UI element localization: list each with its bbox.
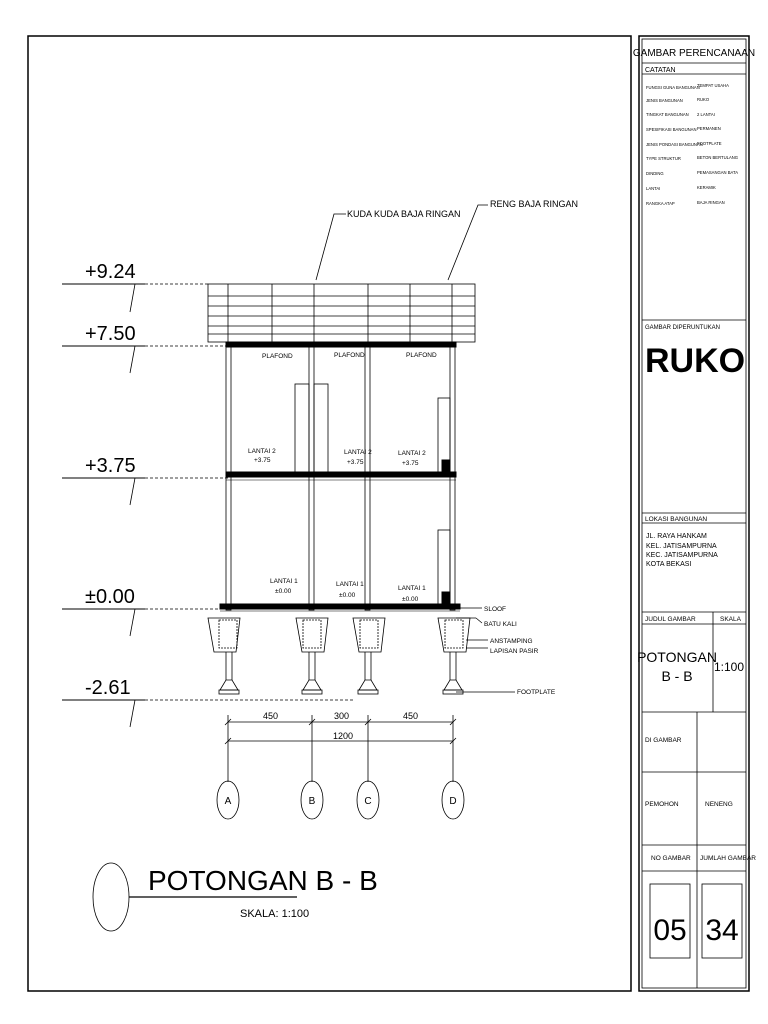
drawing-scale: SKALA: 1:100 — [240, 908, 310, 920]
drawing-frame — [28, 36, 631, 991]
level-label: -2.61 — [85, 677, 131, 699]
note-value: BETON BERTULANG — [697, 155, 739, 160]
drawing-title: POTONGAN B - B — [148, 865, 378, 896]
lokasi-line: KEL. JATISAMPURNA — [646, 543, 717, 550]
floor1-label: LANTAI 1 — [336, 581, 364, 588]
no-gambar-value: 05 — [653, 914, 687, 947]
batu-kali-label: BATU KALI — [484, 621, 517, 628]
lokasi-label: LOKASI BANGUNAN — [645, 516, 708, 523]
judul-value-line1: POTONGAN — [637, 649, 717, 665]
grid-label-c: C — [364, 796, 372, 807]
pemohon-value: NENENG — [705, 801, 733, 808]
floor1-label: LANTAI 1 — [398, 585, 426, 592]
note-value: BAJA RINGAN — [697, 200, 725, 205]
dimension-lines — [225, 715, 456, 782]
note-value: RUKO — [697, 97, 710, 102]
grid-label-d: D — [449, 796, 457, 807]
anstamping-label: ANSTAMPING — [490, 638, 533, 645]
judul-value-line2: B - B — [661, 668, 693, 684]
dimension-total: 1200 — [333, 731, 354, 741]
diperuntukan-value: RUKO — [645, 342, 746, 380]
note-label: FUNGSI GUNA BANGUNAN — [646, 85, 700, 90]
dimension-bc: 300 — [334, 711, 350, 721]
floor2-elev: +3.75 — [254, 457, 271, 464]
floor2-elev: +3.75 — [402, 460, 419, 467]
grid-label-b: B — [308, 796, 316, 807]
title-marker-circle — [93, 863, 129, 931]
grid-label-a: A — [224, 796, 232, 807]
digambar-label: DI GAMBAR — [645, 737, 682, 744]
level-markers — [62, 284, 355, 727]
floor2-label: LANTAI 2 — [398, 450, 426, 457]
lokasi-line: KEC. JATISAMPURNA — [646, 552, 718, 559]
note-value: KERAMIK — [697, 185, 716, 190]
floor1-label: LANTAI 1 — [270, 578, 298, 585]
floor2-label: LANTAI 2 — [344, 449, 372, 456]
note-label: RANGKA ATAP — [646, 201, 675, 206]
note-value: PERMANEN — [697, 126, 721, 131]
note-value: TEMPAT USAHA — [697, 83, 729, 88]
title-block-frame — [639, 36, 749, 991]
roof-truss-leader — [316, 214, 346, 280]
note-value: FOOTPLATE — [697, 141, 722, 146]
no-gambar-label: NO GAMBAR — [651, 855, 691, 862]
floor1-elev: ±0.00 — [339, 592, 356, 599]
floor2-label: LANTAI 2 — [248, 448, 276, 455]
note-label: LANTAI — [646, 186, 661, 191]
note-label: TINGKAT BANGUNAN — [646, 112, 689, 117]
ceiling-label: PLAFOND — [406, 352, 437, 359]
roof-structure — [208, 284, 475, 342]
ceiling-label: PLAFOND — [334, 352, 365, 359]
note-label: JENIS PONDASI BANGUNAN — [646, 142, 703, 147]
level-label: +3.75 — [85, 455, 136, 477]
pemohon-label: PEMOHON — [645, 801, 679, 808]
note-label: TYPE STRUKTUR — [646, 156, 681, 161]
notes-heading: CATATAN — [645, 67, 676, 74]
lokasi-line: JL. RAYA HANKAM — [646, 533, 707, 540]
note-value: PEMASANGAN BATA — [697, 170, 739, 175]
jumlah-gambar-label: JUMLAH GAMBAR — [700, 855, 756, 862]
ceiling-label: PLAFOND — [262, 353, 293, 360]
skala-label: SKALA — [720, 616, 741, 623]
skala-value: 1:100 — [713, 660, 745, 674]
floor2-elev: +3.75 — [347, 459, 364, 466]
floor1-elev: ±0.00 — [402, 596, 419, 603]
roof-truss-label: KUDA KUDA BAJA RINGAN — [347, 209, 461, 219]
building-section — [208, 342, 470, 694]
lokasi-line: KOTA BEKASI — [646, 561, 692, 568]
note-label: DINDING — [646, 171, 664, 176]
footplate-label: FOOTPLATE — [517, 689, 556, 696]
level-label: ±0.00 — [85, 586, 135, 608]
level-label: +9.24 — [85, 261, 136, 283]
grid-axes — [217, 781, 464, 819]
diperuntukan-label: GAMBAR DIPERUNTUKAN — [645, 325, 721, 331]
judul-label: JUDUL GAMBAR — [645, 616, 696, 623]
lapisan-pasir-label: LAPISAN PASIR — [490, 648, 539, 655]
notes-list — [646, 83, 738, 206]
dimension-cd: 450 — [403, 711, 419, 721]
sloof-label: SLOOF — [484, 606, 507, 613]
dimension-ab: 450 — [263, 711, 279, 721]
floor1-elev: ±0.00 — [275, 588, 292, 595]
note-label: JENIS BANGUNAN — [646, 98, 683, 103]
roof-batten-label: RENG BAJA RINGAN — [490, 199, 579, 209]
note-value: 2 LANTAI — [697, 112, 715, 117]
level-label: +7.50 — [85, 323, 136, 345]
note-label: SPESIFIKASI BANGUNAN — [646, 127, 697, 132]
title-block-header: GAMBAR PERENCANAAN — [632, 48, 756, 59]
jumlah-gambar-value: 34 — [705, 914, 739, 947]
